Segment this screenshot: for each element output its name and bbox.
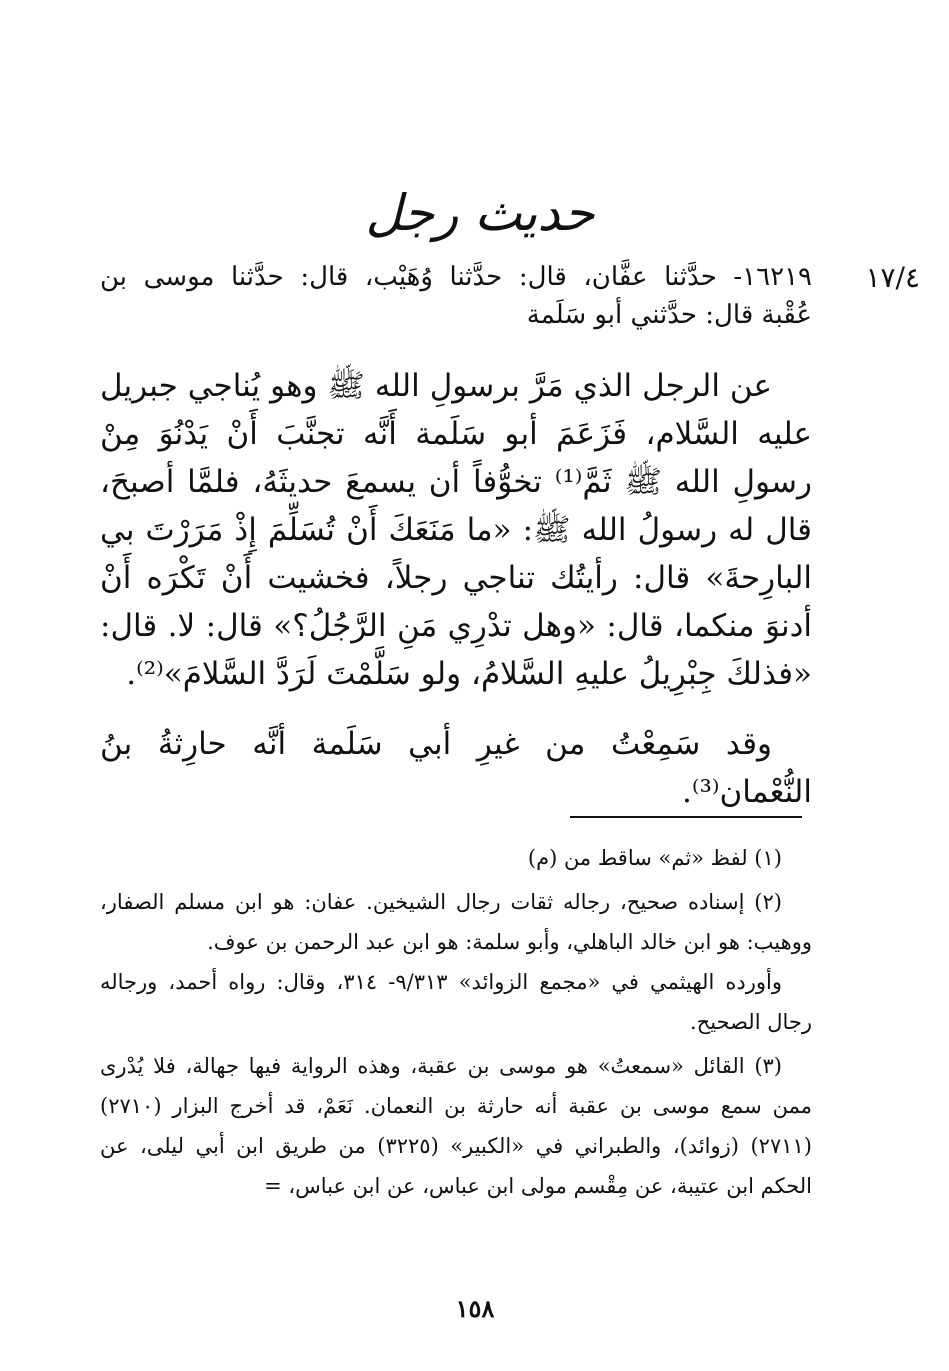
volume-page-reference: ١٧/٤ xyxy=(865,261,920,294)
footnotes xyxy=(100,838,812,1210)
hadith-chain-line2: عُقْبة قال: حدَّثني أبو سَلَمة xyxy=(526,300,812,330)
footnote-3: (٣) القائل «سمعتُ» هو موسى بن عقبة، وهذه الرواية فيها جهالة، فلا يُدْرى ممن سمع موسى بن عقبة أنه حارثة بن النعمان. نَعَمْ، قد أخرج البزار (٢٧١٠) (٢٧١١) (زوائد)، والطبراني في «الكبير» (٣٢٢٥) من طريق ابن أبي ليلى، عن الحكم ابن عتيبة، عن مِقْسم مولى ابن عباس، عن ابن عباس، = xyxy=(100,1054,812,1198)
hadith-paragraph-2: وقد سَمِعْتُ من غيرِ أبي سَلَمة أنَّه حارِثةُ بنُ النُّعْمان⁽³⁾. xyxy=(100,726,812,810)
footnote-2-continued: وأورده الهيثمي في «مجمع الزوائد» ٩/٣١٣- ٣١٤، وقال: رواه أحمد، ورجاله رجال الصحيح. xyxy=(100,970,812,1034)
hadith-text xyxy=(100,362,812,816)
hadith-paragraph-1: عن الرجل الذي مَرَّ برسولِ الله ﷺ وهو يُناجي جبريل عليه السَّلام، فَزَعَمَ أبو سَلَمة أَنَّه تجنَّبَ أَنْ يَدْنُوَ مِنْ رسولِ الله ﷺ ثَمَّ⁽¹⁾ تخوُّفاً أن يسمعَ حديثَهُ، فلمَّا أصبحَ، قال له رسولُ الله ﷺ: «ما مَنَعَكَ أَنْ تُسَلِّمَ إِذْ مَرَرْتَ بي البارِحةَ» قال: رأيتُك تناجي رجلاً، فخشيت أَنْ تَكْرَه أَنْ أدنوَ منكما، قال: «وهل تدْرِي مَنِ الرَّجُلُ؟» قال: لا. قال: «فذلكَ جِبْرِيلُ عليهِ السَّلامُ، ولو سَلَّمْتَ لَرَدَّ السَّلامَ»⁽²⁾. xyxy=(100,368,812,692)
chapter-title: حديث رجل xyxy=(365,184,595,242)
hadith-chain xyxy=(100,258,812,334)
footnote-separator xyxy=(570,816,802,818)
hadith-chain-line1: ١٦٢١٩- حدَّثنا عفَّان، قال: حدَّثنا وُهَيْب، قال: حدَّثنا موسى بن xyxy=(100,262,812,292)
footnote-1: (١) لفظ «ثم» ساقط من (م) xyxy=(527,846,782,870)
footnote-2: (٢) إسناده صحيح، رجاله ثقات رجال الشيخين. عفان: هو ابن مسلم الصفار، ووهيب: هو ابن خالد الباهلي، وأبو سلمة: هو ابن عبد الرحمن بن عوف. xyxy=(100,890,812,954)
page-number: ١٥٨ xyxy=(455,1294,495,1323)
